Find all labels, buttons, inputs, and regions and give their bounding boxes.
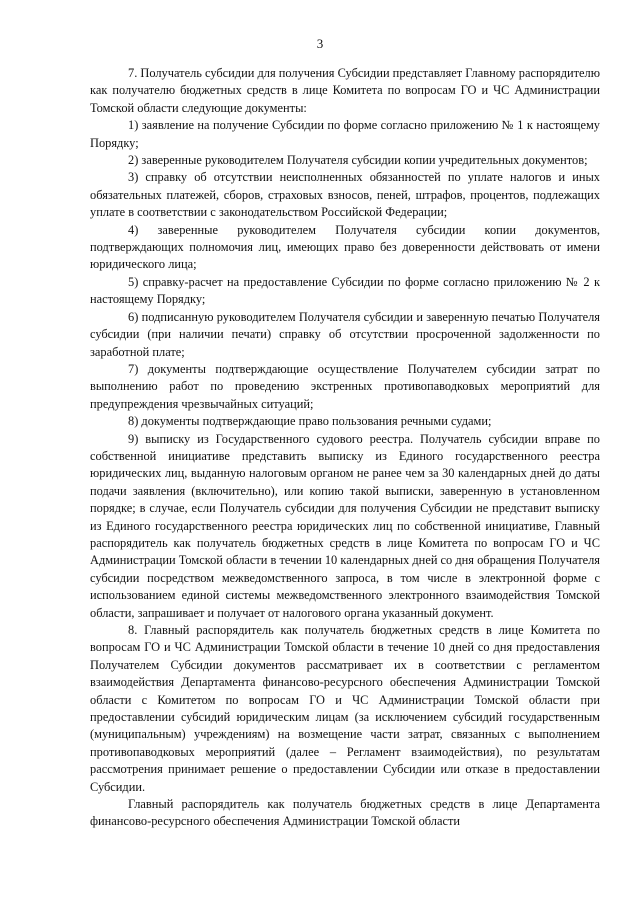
page-number: 3 [316, 36, 324, 51]
list-item-4: 4) заверенные руководителем Получателя субсидии копии документов, подтверждающих полномочия лиц, имеющих право без доверенности действовать от имени юридического лица; [90, 222, 600, 272]
paragraph-continuation: Главный распорядитель как получатель бюджетных средств в лице Департамента финансово-ресурсного обеспечения Администрации Томской области [90, 797, 600, 829]
paragraph-item-7: 7. Получатель субсидии для получения Субсидии представляет Главному распорядителю как получателю бюджетных средств в лице Комитета по вопросам ГО и ЧС Администрации Томской области следующие документы: [90, 66, 600, 115]
list-item-8: 8) документы подтверждающие право пользования речными судами; [128, 414, 492, 429]
list-item-5: 5) справку-расчет на предоставление Субсидии по форме согласно приложению № 2 к настоящему Порядку; [90, 274, 600, 307]
list-item-2: 2) заверенные руководителем Получателя субсидии копии учредительных документов; [128, 153, 588, 168]
list-item-7: 7) документы подтверждающие осуществление Получателем субсидии затрат по выполнению работ по проведению экстренных противопаводковых мероприятий для предупреждения чрезвычайных ситуаций; [90, 361, 600, 411]
list-item-6: 6) подписанную руководителем Получателя субсидии и заверенную печатью Получателя субсидии (при наличии печати) справку об отсутствии просроченной задолженности по заработной плате; [90, 309, 600, 359]
document-body [90, 65, 600, 831]
list-item-3: 3) справку об отсутствии неисполненных обязанностей по уплате налогов и иных обязательных платежей, сборов, страховых взносов, пеней, штрафов, процентов, подлежащих уплате в соответствии с законодательством Российской Федерации; [90, 170, 600, 220]
paragraph-item-8: 8. Главный распорядитель как получатель бюджетных средств в лице Комитета по вопросам ГО и ЧС Администрации Томской области в течение 10 дней со дня предоставления Получателем Субсидии документов рассматривает их в соответствии с регламентом взаимодействия Департамента финансово-ресурсного обеспечения Администрации Томской области с Комитетом по вопросам ГО и ЧС Администрации Томской области при предоставлении субсидий юридическим лицам (за исключением субсидий государственным (муниципальным) учреждениям) на возмещение части затрат, связанных с выполнением противопаводковых мероприятий (далее – Регламент взаимодействия), по результатам рассмотрения принимает решение о предоставлении Субсидии или отказе в предоставлении Субсидии. [90, 623, 600, 794]
list-item-9: 9) выписку из Государственного судового реестра. Получатель субсидии вправе по собственной инициативе представить выписку из Единого государственного реестра юридических лиц, выданную налоговым органом не ранее чем за 30 календарных дней до даты подачи заявления (включительно), или копию такой выписки, заверенную в установленном порядке; в случае, если Получатель субсидии для получения Субсидии не представит выписку из Единого государственного реестра юридических лиц по собственной инициативе, Главный распорядитель как получатель бюджетных средств в лице Комитета по вопросам ГО и ЧС Администрации Томской области в течении 10 календарных дней со дня обращения Получателя субсидии посредством межведомственного запроса, в том числе в электронной форме с использованием единой системы межведомственного электронного взаимодействия Томской области, запрашивает и получает от налогового органа указанный документ. [90, 431, 600, 620]
list-item-1: 1) заявление на получение Субсидии по форме согласно приложению № 1 к настоящему Порядку; [90, 118, 600, 150]
